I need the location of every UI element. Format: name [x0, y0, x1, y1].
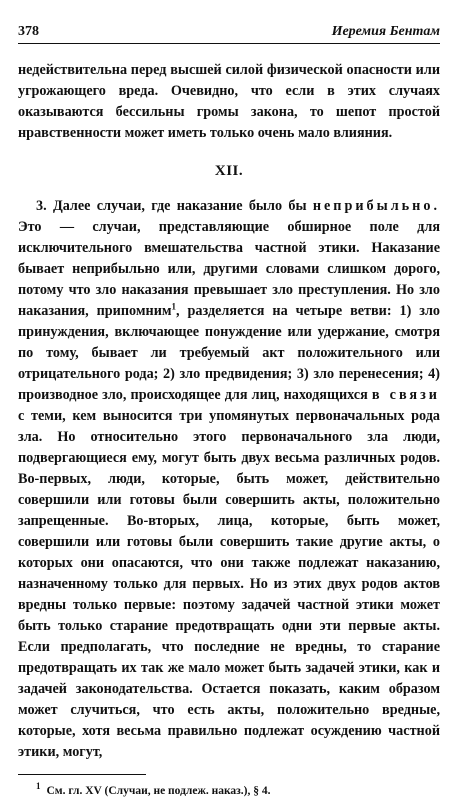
section-heading: XII. — [214, 163, 244, 179]
footnote-mark: 1 — [36, 781, 41, 791]
running-title: Иеремия Бентам — [331, 24, 440, 39]
footnote-divider — [18, 774, 146, 775]
footnote-reference[interactable]: 1 — [171, 301, 177, 312]
emphasized-word: неприбыльно. — [312, 198, 440, 214]
paragraph-text: 3. Далее случаи, где наказание было бы — [36, 198, 313, 214]
emphasized-phrase: в связи — [371, 387, 440, 403]
footnote — [18, 781, 440, 797]
paragraph-text: Это — случаи, представляющие обширное поле для исключительного вмешательства частной этики. Наказание бывает неприбыльно или, другими словами слишком дорого, потому что зло наказания превышает зло преступления. Но зло наказания, припомним — [18, 219, 440, 319]
paragraph-continued: недействительна перед высшей силой физической опасности или угрожающего вреда. Очевидно, что если в этих случаях оказываются бессильны громы закона, то шепот простой нравственности может иметь только очень мало влияния. — [18, 62, 440, 141]
paragraph-main — [18, 196, 440, 763]
book-page — [18, 16, 441, 797]
page-number: 378 — [18, 24, 39, 39]
paragraph-text: с теми, кем выносится три упомянутых первоначальных рода зла. Но относительно этого первоначального зла люди, подвергающиеся ему, могут быть двух весьма различных родов. Во-первых, люди, которые, быть может, действительно совершили или готовы были совершить акты, положительно запрещенные. Во-вторых, лица, которые, быть может, совершили или готовы были совершить такие другие акты, о которых они опасаются, что они также подлежат наказанию, назначенному только для первых. Но из этих двух родов актов вредны только первые: поэтому задачей частной этики может быть только старание предотвращать одни эти первые акты. Если предполагать, что последние не вредны, то старание предотвращать их так же мало может быть задачей этики, как и задачей законодательства. Остается показать, каким образом может случиться, что есть акты, положительно вредные, которые, хотя весьма правильно подлежат осуждению частной этики, могут, — [18, 408, 440, 760]
running-head — [18, 16, 440, 44]
footnote-text: См. гл. XV (Случаи, не подлеж. наказ.), § 4. — [46, 784, 271, 797]
paragraph-text: , разделяется на четыре ветви: 1) зло принуждения, включающее понуждение или удержание, смотря по тому, бывает ли требуемый акт положительного или отрицательного рода; 2) зло предвидения; 3) зло перенесения; 4) производное зло, происходящее для лиц, находящихся — [18, 303, 441, 403]
body-text — [18, 60, 440, 763]
